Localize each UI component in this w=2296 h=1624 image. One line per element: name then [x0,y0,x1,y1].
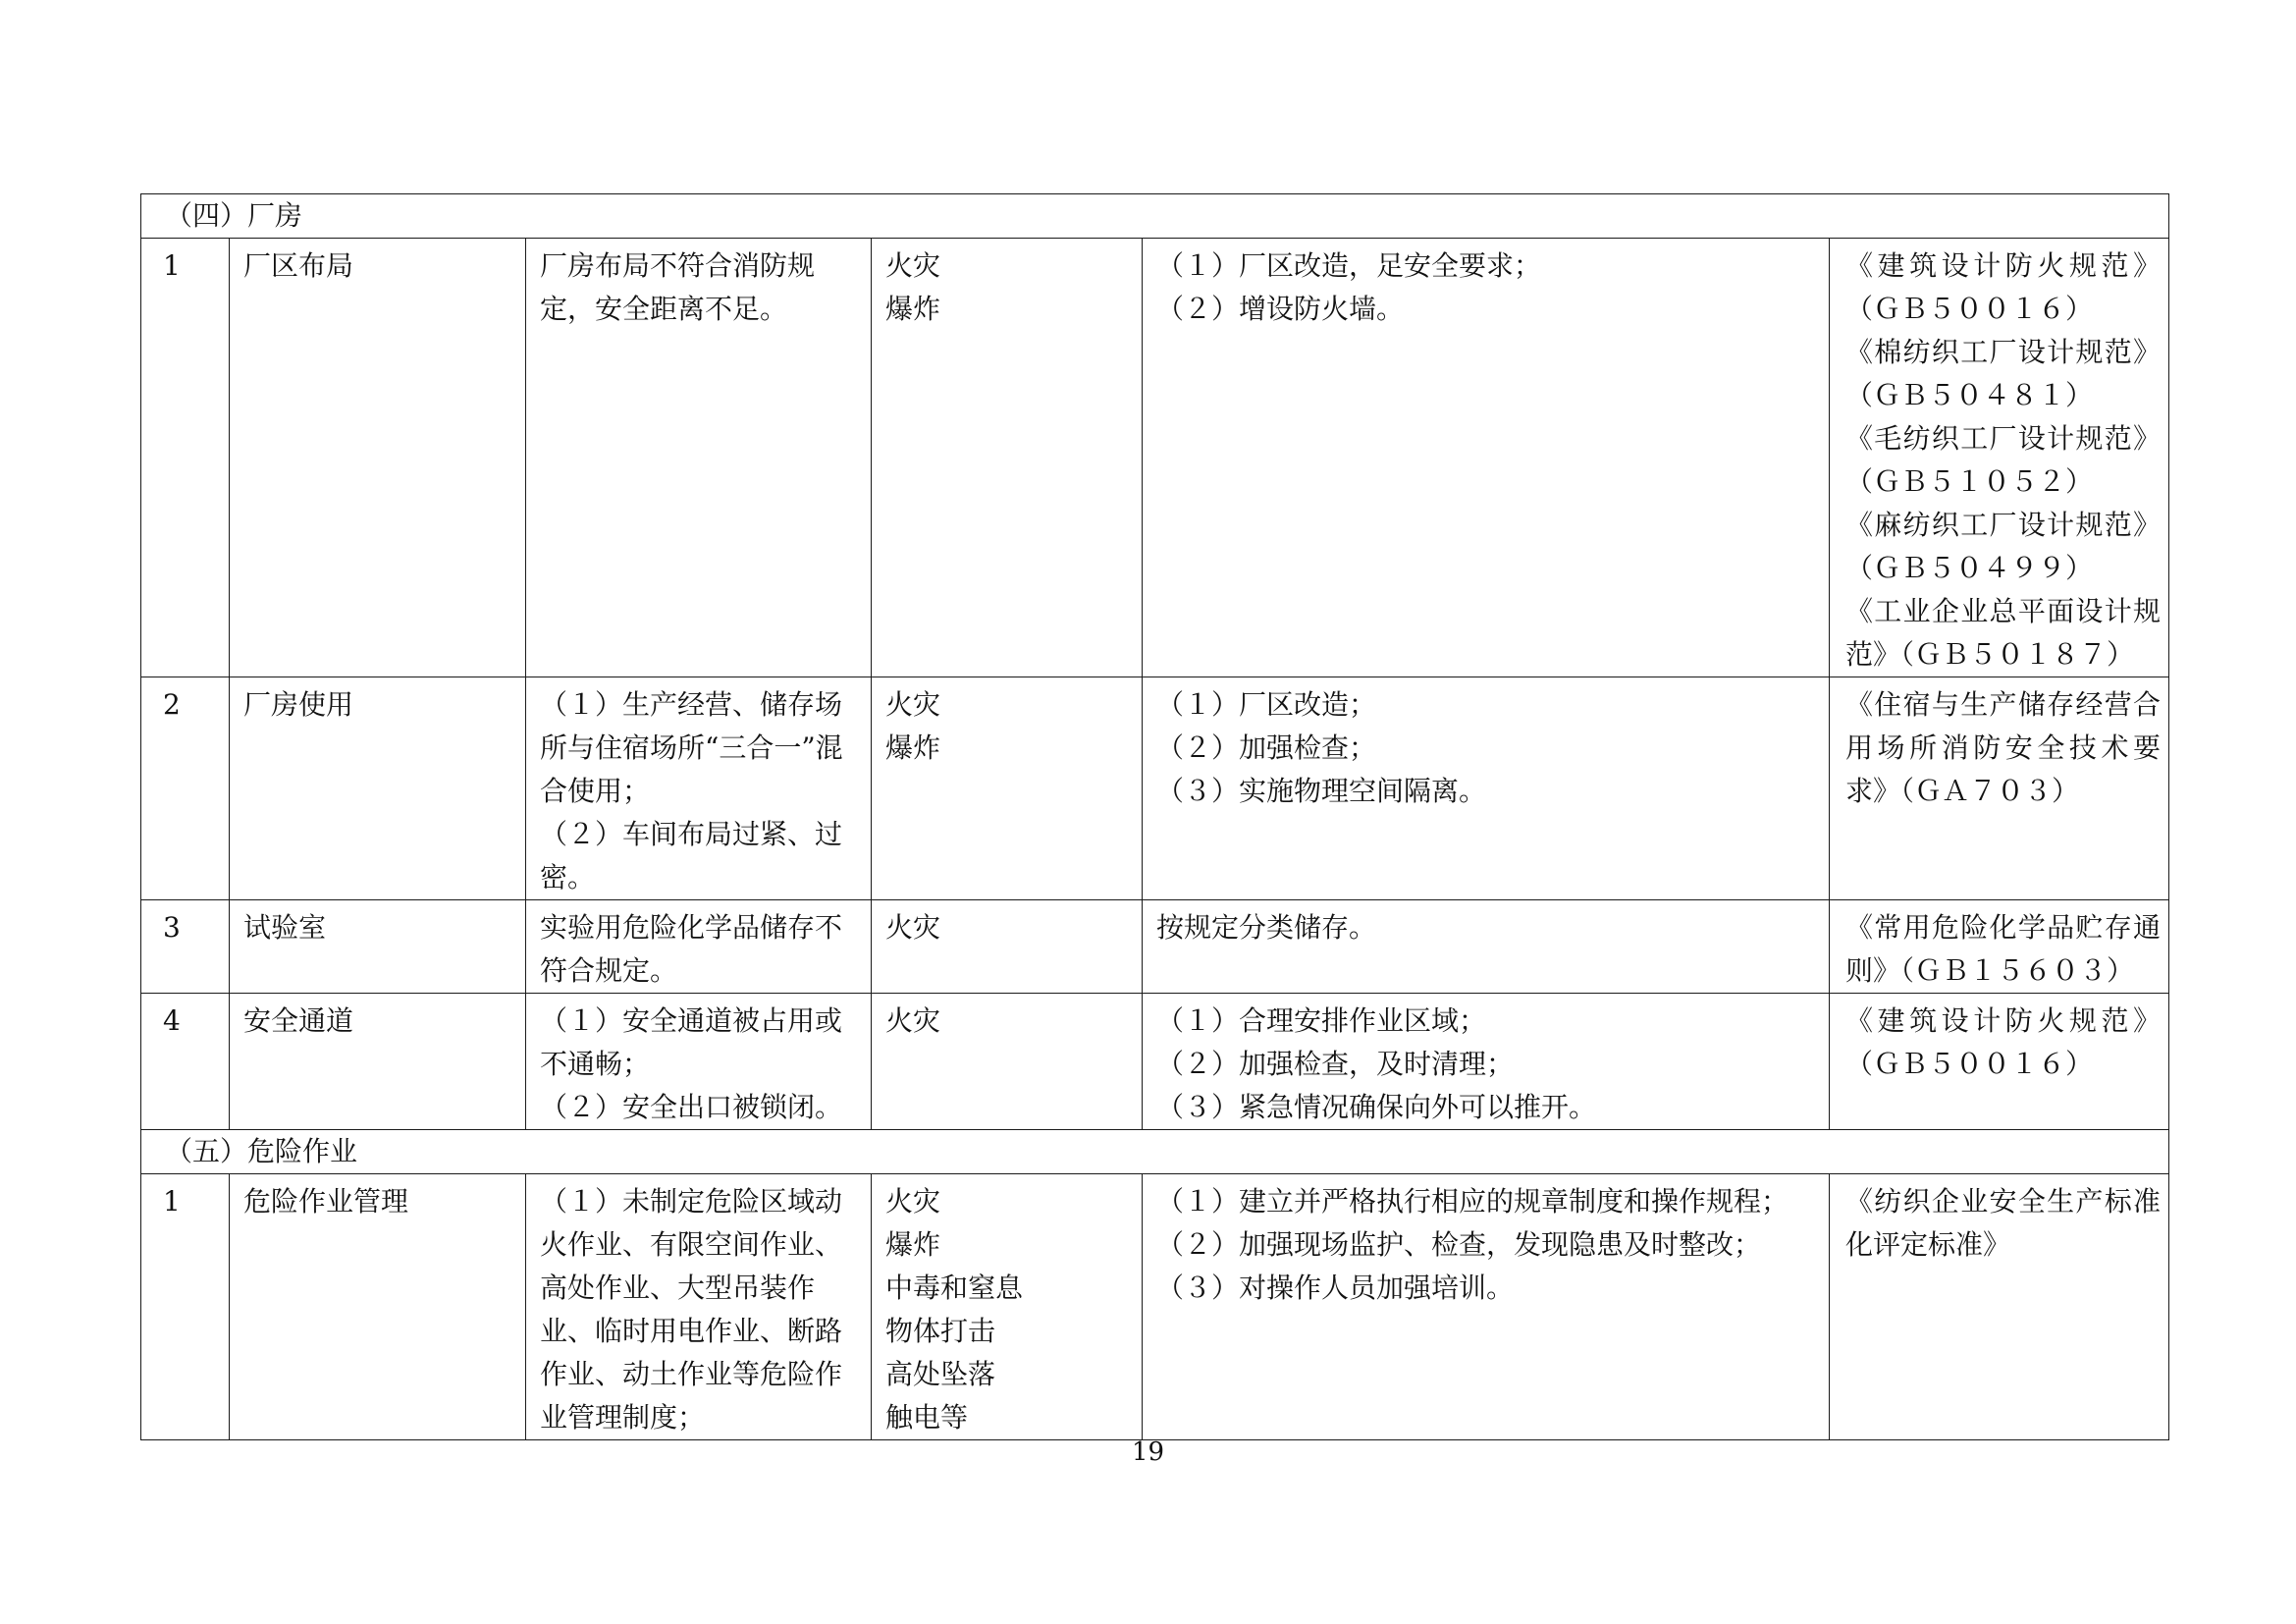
measures-cell [1143,1174,1830,1440]
measures-cell [1143,677,1830,900]
hazard-cell-line: 爆炸 [885,293,941,325]
hazard-cell-line: 爆炸 [885,1228,941,1261]
hazard-table [140,193,2169,1440]
hazard-cell-line: 触电等 [885,1401,969,1434]
standards-cell [1830,1174,2169,1440]
hazard-cell-line: 火灾 [885,249,941,282]
hazard-cell-line: 火灾 [885,688,941,721]
row-number: 3 [141,900,230,994]
problem-cell-line: （１）生产经营、储存场所与住宿场所“三合一”混合使用； [540,688,843,807]
hazard-cell-line: 火灾 [885,911,941,944]
standards-cell-line: 《建筑设计防火规范》（ＧＢ５００１６） [1845,1004,2162,1080]
standards-cell-line: 《毛纺织工厂设计规范》（ＧＢ５１０５２） [1845,422,2162,498]
table-row [141,994,2169,1130]
item-name: 危险作业管理 [230,1174,526,1440]
standards-cell-line: 《工业企业总平面设计规范》（ＧＢ５０１８７） [1845,595,2162,671]
problem-cell-line: （１）未制定危险区域动火作业、有限空间作业、高处作业、大型吊装作业、临时用电作业、断路作业、动土作业等危险作业管理制度； [540,1185,843,1434]
problem-cell-line: 实验用危险化学品储存不符合规定。 [540,911,843,987]
measures-cell-line: （２）加强现场监护、检查，发现隐患及时整改； [1156,1228,1762,1261]
measures-cell-line: 按规定分类储存。 [1156,911,1377,944]
measures-cell [1143,900,1830,994]
table-row [141,900,2169,994]
section-title: （四）厂房 [141,194,2169,239]
standards-cell-line: 《建筑设计防火规范》（ＧＢ５００１６） [1845,249,2162,325]
hazard-cell-line: 火灾 [885,1004,941,1037]
hazard-cell-line: 火灾 [885,1185,941,1218]
problem-cell [526,994,872,1130]
hazard-cell-line: 高处坠落 [885,1358,996,1390]
standards-cell-line: 《住宿与生产储存经营合用场所消防安全技术要求》（ＧＡ７０３） [1845,688,2162,807]
standards-cell-line: 《纺织企业安全生产标准化评定标准》 [1845,1185,2162,1261]
item-name: 厂房使用 [230,677,526,900]
hazard-cell [872,239,1143,677]
problem-cell [526,239,872,677]
row-number: 2 [141,677,230,900]
standards-cell-line: 《常用危险化学品贮存通则》（ＧＢ１５６０３） [1845,911,2162,987]
item-name: 安全通道 [230,994,526,1130]
page-number: 19 [1131,1437,1165,1467]
hazard-cell [872,677,1143,900]
measures-cell-line: （１）合理安排作业区域； [1156,1004,1487,1037]
measures-cell-line: （２）加强检查，及时清理； [1156,1048,1515,1080]
standards-cell [1830,677,2169,900]
measures-cell [1143,994,1830,1130]
section-header-row [141,1130,2169,1174]
table-row [141,677,2169,900]
hazard-cell [872,1174,1143,1440]
standards-cell [1830,900,2169,994]
hazard-cell-line: 中毒和窒息 [885,1272,1024,1304]
problem-cell-line: （２）安全出口被锁闭。 [540,1091,843,1123]
section-header-row [141,194,2169,239]
measures-cell-line: （１）厂区改造，足安全要求； [1156,249,1542,282]
measures-cell-line: （３）实施物理空间隔离。 [1156,775,1487,807]
hazard-cell [872,900,1143,994]
problem-cell-line: （２）车间布局过紧、过密。 [540,818,843,893]
problem-cell-line: 厂房布局不符合消防规定，安全距离不足。 [540,249,816,325]
measures-cell-line: （３）紧急情况确保向外可以推开。 [1156,1091,1597,1123]
problem-cell [526,900,872,994]
row-number: 4 [141,994,230,1130]
row-number: 1 [141,239,230,677]
hazard-cell-line: 爆炸 [885,731,941,764]
standards-cell [1830,994,2169,1130]
problem-cell [526,1174,872,1440]
table-row [141,239,2169,677]
measures-cell [1143,239,1830,677]
item-name: 试验室 [230,900,526,994]
row-number: 1 [141,1174,230,1440]
measures-cell-line: （２）增设防火墙。 [1156,293,1405,325]
table-row [141,1174,2169,1440]
hazard-table-body [141,194,2169,1440]
standards-cell-line: 《麻纺织工厂设计规范》（ＧＢ５０４９９） [1845,509,2162,584]
measures-cell-line: （３）对操作人员加强培训。 [1156,1272,1515,1304]
measures-cell-line: （２）加强检查； [1156,731,1377,764]
measures-cell-line: （１）厂区改造； [1156,688,1377,721]
standards-cell [1830,239,2169,677]
section-title: （五）危险作业 [141,1130,2169,1174]
problem-cell [526,677,872,900]
standards-cell-line: 《棉纺织工厂设计规范》（ＧＢ５０４８１） [1845,336,2162,411]
problem-cell-line: （１）安全通道被占用或不通畅； [540,1004,843,1080]
hazard-cell [872,994,1143,1130]
item-name: 厂区布局 [230,239,526,677]
hazard-cell-line: 物体打击 [885,1315,996,1347]
measures-cell-line: （１）建立并严格执行相应的规章制度和操作规程； [1156,1185,1789,1218]
